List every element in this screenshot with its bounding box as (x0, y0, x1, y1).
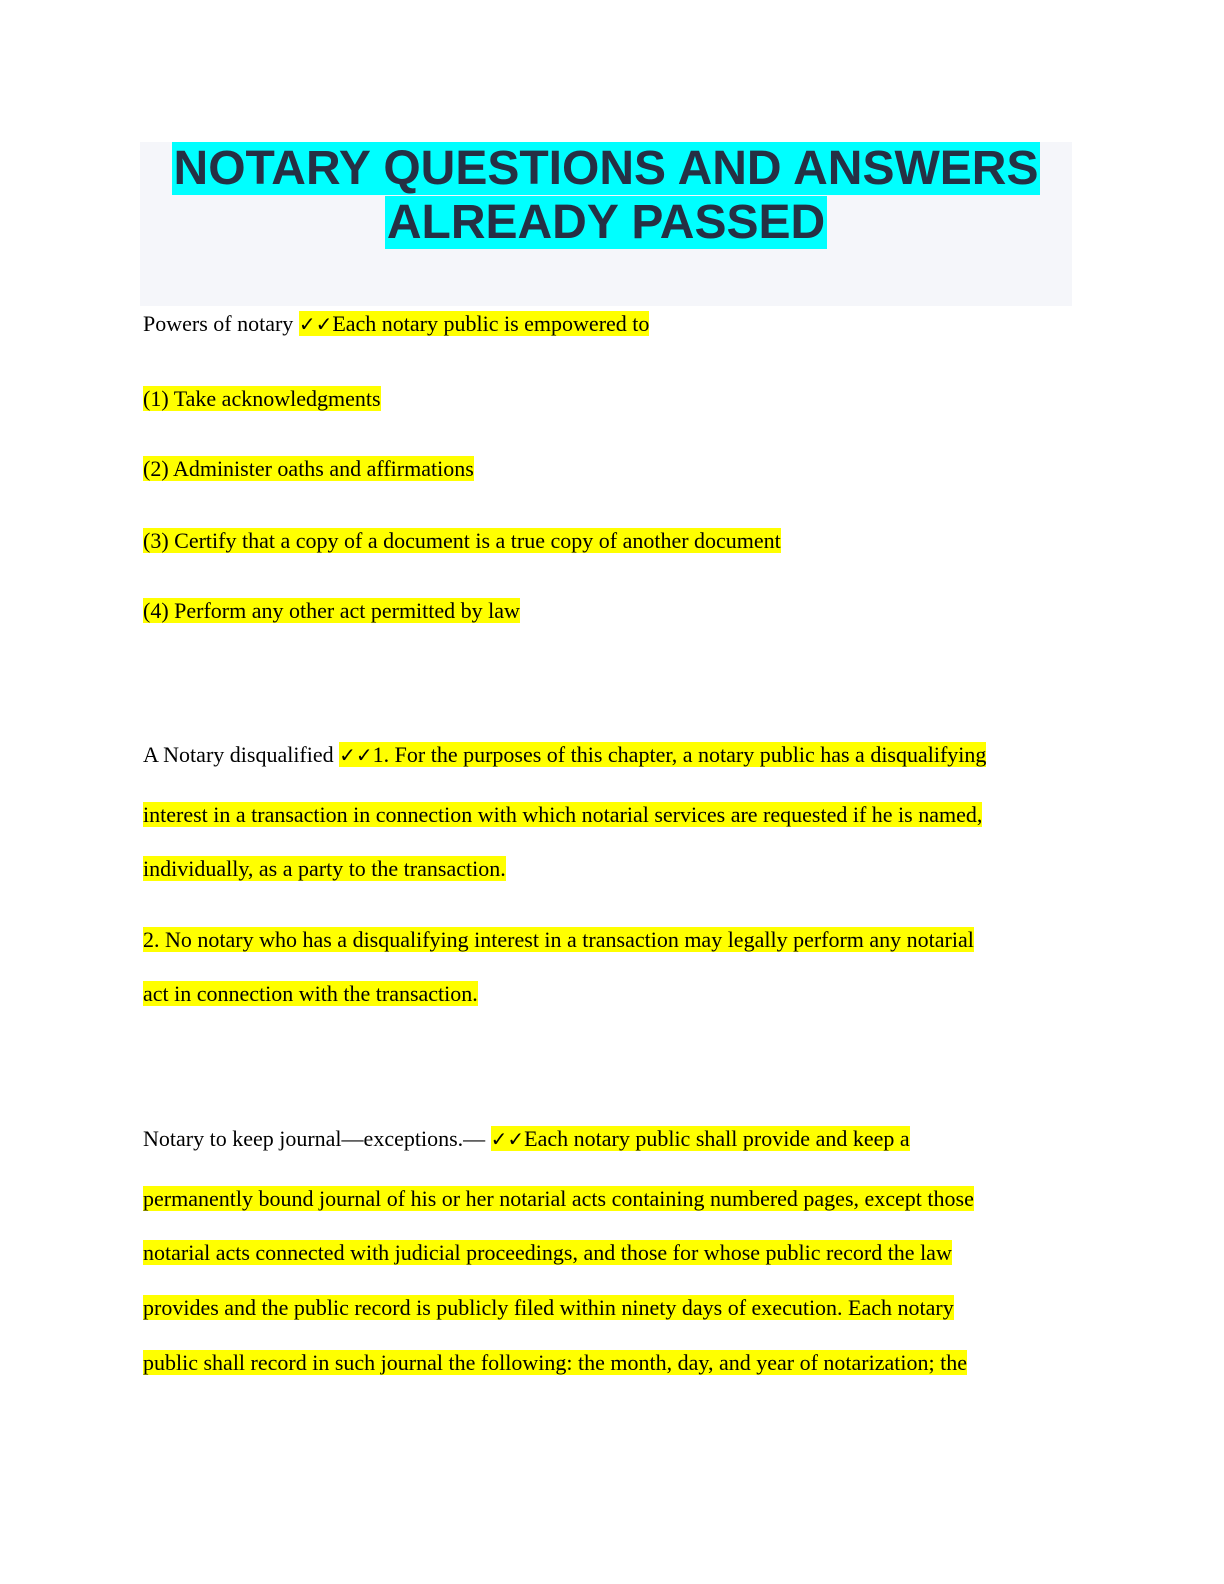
answer-line: permanently bound journal of his or her notarial acts containing numbered pages, except those (143, 1186, 974, 1211)
answer-highlight: ✓✓Each notary public shall provide and keep a (490, 1126, 910, 1151)
document-title-line-1: NOTARY QUESTIONS AND ANSWERS (173, 142, 1039, 195)
list-item: (1) Take acknowledgments (143, 386, 381, 411)
answer-line: act in connection with the transaction. (143, 981, 478, 1006)
question-notary-disqualified: A Notary disqualified ✓✓1. For the purposes of this chapter, a notary public has a disqualifying (143, 742, 987, 767)
answer-line: notarial acts connected with judicial proceedings, and those for whose public record the law (143, 1240, 952, 1265)
list-item: (3) Certify that a copy of a document is a true copy of another document (143, 528, 781, 553)
question-powers-of-notary: Powers of notary ✓✓Each notary public is empowered to (143, 311, 650, 336)
answer-line: public shall record in such journal the following: the month, day, and year of notarization; the (143, 1350, 967, 1375)
list-item: (2) Administer oaths and affirmations (143, 456, 474, 481)
answer-line: provides and the public record is publicly filed within ninety days of execution. Each notary (143, 1295, 954, 1320)
answer-highlight: ✓✓Each notary public is empowered to (298, 311, 650, 336)
answer-line: individually, as a party to the transaction. (143, 856, 506, 881)
question-notary-journal: Notary to keep journal—exceptions.— ✓✓Each notary public shall provide and keep a (143, 1126, 910, 1151)
answer-line: interest in a transaction in connection with which notarial services are requested if he is named, (143, 802, 983, 827)
list-item: (4) Perform any other act permitted by law (143, 598, 520, 623)
answer-line: 2. No notary who has a disqualifying interest in a transaction may legally perform any notarial (143, 927, 974, 952)
document-title-line-2: ALREADY PASSED (386, 196, 826, 249)
double-check-icon: ✓✓ (298, 312, 333, 336)
double-check-icon: ✓✓ (339, 743, 373, 767)
double-check-icon: ✓✓ (490, 1127, 525, 1151)
answer-highlight: ✓✓1. For the purposes of this chapter, a notary public has a disqualifying (339, 742, 987, 767)
title-banner (140, 142, 1072, 306)
